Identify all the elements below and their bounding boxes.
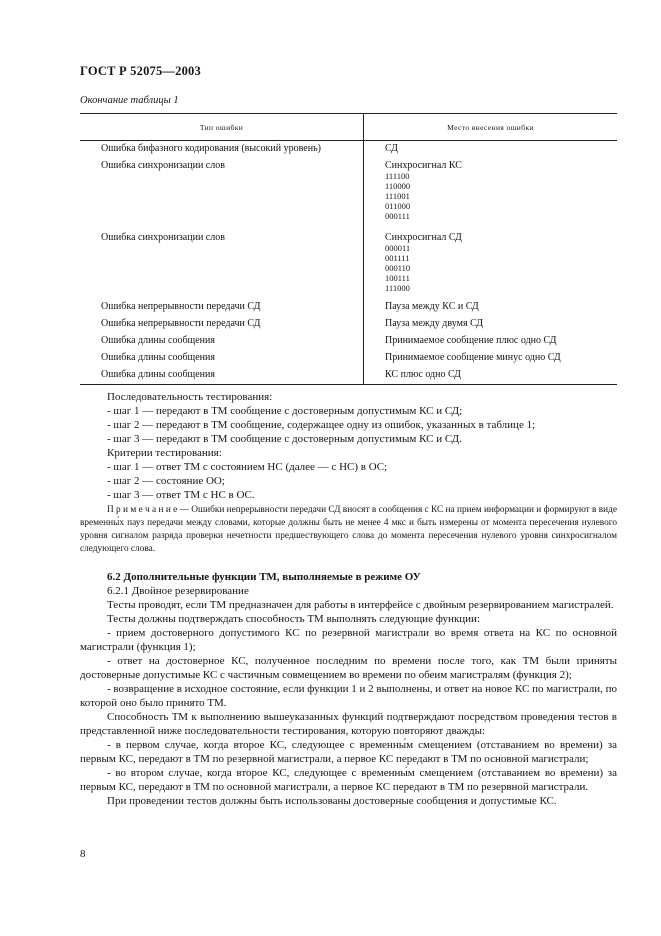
error-place-cell: Пауза между КС и СД: [364, 299, 618, 316]
case-item: - во втором случае, когда второе КС, следующее с временны́м смещением (отставанием во времени) за первым КС, передают в ТМ по основной магистрали, а первое КС передают в ТМ по резервной магистрали.: [80, 767, 617, 793]
table-row: [80, 333, 617, 350]
function-item: - ответ на достоверное КС, полученное последним по времени после того, как ТМ были приняты достоверные допустимые КС с частичным совмещением во времени по обеим магистралям (функция 2);: [80, 655, 617, 681]
note-label: П р и м е ч а н и е: [107, 505, 178, 515]
error-type-cell: Ошибка непрерывности передачи СД: [101, 300, 261, 312]
error-place-cell: Принимаемое сообщение плюс одно СД: [364, 333, 618, 350]
error-type-cell: Ошибка синхронизации слов: [101, 159, 225, 171]
table-row: [80, 230, 617, 299]
error-type-cell: Ошибка синхронизации слов: [101, 231, 225, 243]
column-header-error-place: Место внесения ошибки: [364, 114, 618, 141]
table-row: [80, 299, 617, 316]
error-type-cell: Ошибка длины сообщения: [101, 334, 215, 346]
note-text: — Ошибки непрерывности передачи СД вносят в сообщения с КС на прием информации и формируют в виде временны́х пауз передачи между словами, которые должны быть не менее 4 мкс и быть измерены от момента пересечения нулевого уровня сигналом разряда проверки нечетности предшествующего слова до момента пересечения нулевого уровня синхросигналом следующего слова.: [80, 505, 617, 554]
page-number: 8: [80, 848, 86, 860]
criteria-title: Критерии тестирования:: [107, 447, 222, 459]
subsection-heading: 6.2.1 Двойное резервирование: [107, 585, 249, 597]
table-row: [80, 158, 617, 230]
error-place-cell: [364, 230, 618, 299]
table-caption: Окончание таблицы 1: [80, 95, 179, 106]
error-type-cell: Ошибка длины сообщения: [80, 367, 364, 385]
errors-table: [80, 113, 617, 385]
sequence-step: - шаг 2 — передают в ТМ сообщение, содержащее одну из ошибок, указанных в таблице 1;: [107, 419, 536, 431]
case-item: - в первом случае, когда второе КС, следующее с временны́м смещением (отставанием во времени) за первым КС, передают в ТМ по резервной магистрали, а первое КС передают в ТМ по основной магистрали;: [80, 739, 617, 765]
error-type-cell: Ошибка бифазного кодирования (высокий уровень): [101, 143, 321, 154]
paragraph: Тесты должны подтверждать способность ТМ выполнять следующие функции:: [107, 613, 481, 625]
criteria-step: - шаг 1 — ответ ТМ с состоянием НС (далее — с НС) в ОС;: [107, 461, 388, 473]
page-header: ГОСТ Р 52075—2003: [80, 64, 201, 78]
sequence-step: - шаг 1 — передают в ТМ сообщение с достоверным допустимым КС и СД;: [107, 405, 463, 417]
error-place-label: СД: [385, 143, 398, 154]
error-type-cell: Ошибка непрерывности передачи СД: [101, 317, 261, 329]
section-heading: 6.2 Дополнительные функции ТМ, выполняемые в режиме ОУ: [107, 571, 421, 583]
error-place-cell: [364, 141, 618, 158]
testing-sequence: [80, 390, 617, 502]
sequence-title: Последовательность тестирования:: [107, 391, 273, 403]
sync-code-list: 000011 001111 000110 100111 111000: [385, 242, 411, 293]
table-row: [80, 141, 617, 158]
paragraph: При проведении тестов должны быть использованы достоверные сообщения и допустимые КС.: [107, 795, 557, 807]
error-place-cell: Пауза между двумя СД: [364, 316, 618, 333]
function-item: - прием достоверного допустимого КС по резервной магистрали во время ответа на КС по основной магистрали (функция 1);: [80, 627, 617, 653]
function-item: - возвращение в исходное состояние, если функции 1 и 2 выполнены, и ответ на новое КС по магистрали, по которой оно было принято ТМ.: [80, 683, 617, 709]
table-row: [80, 367, 617, 385]
paragraph: Способность ТМ к выполнению вышеуказанных функций подтверждают посредством проведения тестов в представленной ниже последовательности тестирования, которую повторяют дважды:: [80, 711, 617, 737]
table-row: [80, 316, 617, 333]
table-row: [80, 350, 617, 367]
criteria-step: - шаг 3 — ответ ТМ с НС в ОС.: [107, 489, 255, 501]
error-place-cell: [364, 158, 618, 230]
criteria-step: - шаг 2 — состояние ОО;: [107, 475, 225, 487]
error-place-label: Синхросигнал КС: [385, 159, 462, 171]
paragraph: Тесты проводят, если ТМ предназначен для работы в интерфейсе с двойным резервированием магистралей.: [107, 599, 614, 611]
sync-code-list: 111100 110000 111001 011000 000111: [385, 170, 411, 221]
error-type-cell: Ошибка длины сообщения: [101, 351, 215, 363]
error-place-cell: Принимаемое сообщение минус одно СД: [364, 350, 618, 367]
error-place-cell: КС плюс одно СД: [364, 367, 618, 385]
note: [80, 504, 617, 556]
column-header-error-type: Тип ошибки: [80, 114, 364, 141]
sequence-step: - шаг 3 — передают в ТМ сообщение с достоверным допустимым КС и СД.: [107, 433, 462, 445]
section-6-2: [80, 570, 617, 808]
error-place-label: Синхросигнал СД: [385, 231, 462, 243]
